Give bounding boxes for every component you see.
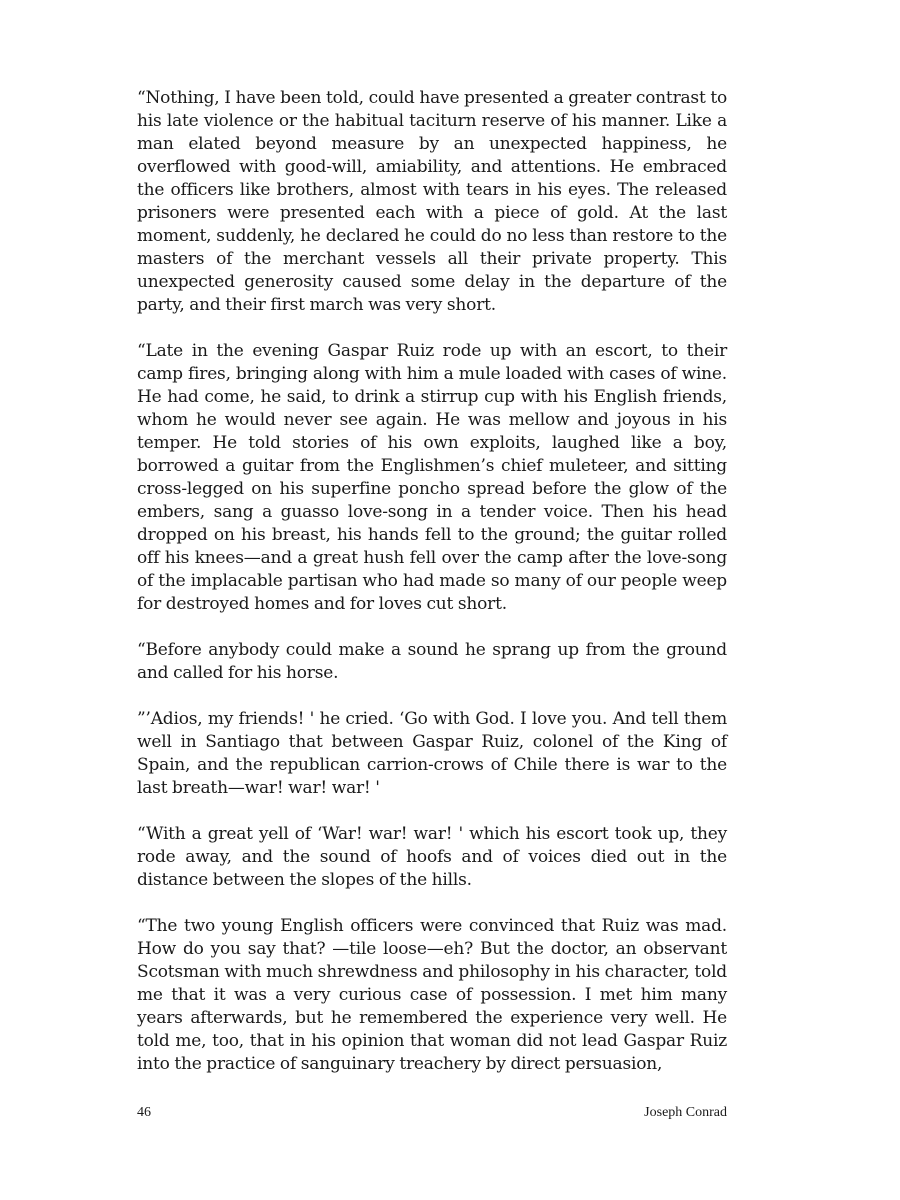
- paragraph-2: “Late in the evening Gaspar Ruiz rode up with an escort, to their camp fires, bringing along with him a mule loaded with cases of wine. He had come, he said, to drink a stirrup cup with his English friends, whom he would never see again. He was mellow and joyous in his temper. He told stories of his own exploits, laughed like a boy, borrowed a guitar from the Englishmen’s chief muleteer, and sitting cross-legged on his superfine poncho spread before the glow of the embers, sang a guasso love-song in a tender voice. Then his head dropped on his breast, his hands fell to the ground; the guitar rolled off his knees—and a great hush fell over the camp after the love-song of the implacable partisan who had made so many of our people weep for destroyed homes and for loves cut short.: [137, 341, 727, 614]
- page-footer: [137, 1104, 727, 1122]
- paragraph-4: ”’Adios, my friends! ' he cried. ‘Go with God. I love you. And tell them well in Santiago that between Gaspar Ruiz, colonel of the King of Spain, and the republican carrion-crows of Chile there is war to the last breath—war! war! war! ': [137, 709, 727, 798]
- paragraph-5: “With a great yell of ‘War! war! war! ' which his escort took up, they rode away, and the sound of hoofs and of voices died out in the distance between the slopes of the hills.: [137, 824, 727, 890]
- paragraph-1: “Nothing, I have been told, could have presented a greater contrast to his late violence or the habitual taciturn reserve of his manner. Like a man elated beyond measure by an unexpected happiness, he overflowed with good-will, amiability, and attentions. He embraced the officers like brothers, almost with tears in his eyes. The released prisoners were presented each with a piece of gold. At the last moment, suddenly, he declared he could do no less than restore to the masters of the merchant vessels all their private property. This unexpected generosity caused some delay in the departure of the party, and their first march was very short.: [137, 88, 727, 315]
- paragraph-3: “Before anybody could make a sound he sprang up from the ground and called for his horse.: [137, 640, 727, 683]
- page-number: 46: [137, 1105, 151, 1120]
- paragraph-6: “The two young English officers were convinced that Ruiz was mad. How do you say that? —tile loose—eh? But the doctor, an observant Scotsman with much shrewdness and philosophy in his character, told me that it was a very curious case of possession. I met him many years afterwards, but he remembered the experience very well. He told me, too, that in his opinion that woman did not lead Gaspar Ruiz into the practice of sanguinary treachery by direct persuasion,: [137, 916, 727, 1074]
- page-body: [137, 87, 727, 1099]
- running-footer-author: Joseph Conrad: [644, 1105, 727, 1120]
